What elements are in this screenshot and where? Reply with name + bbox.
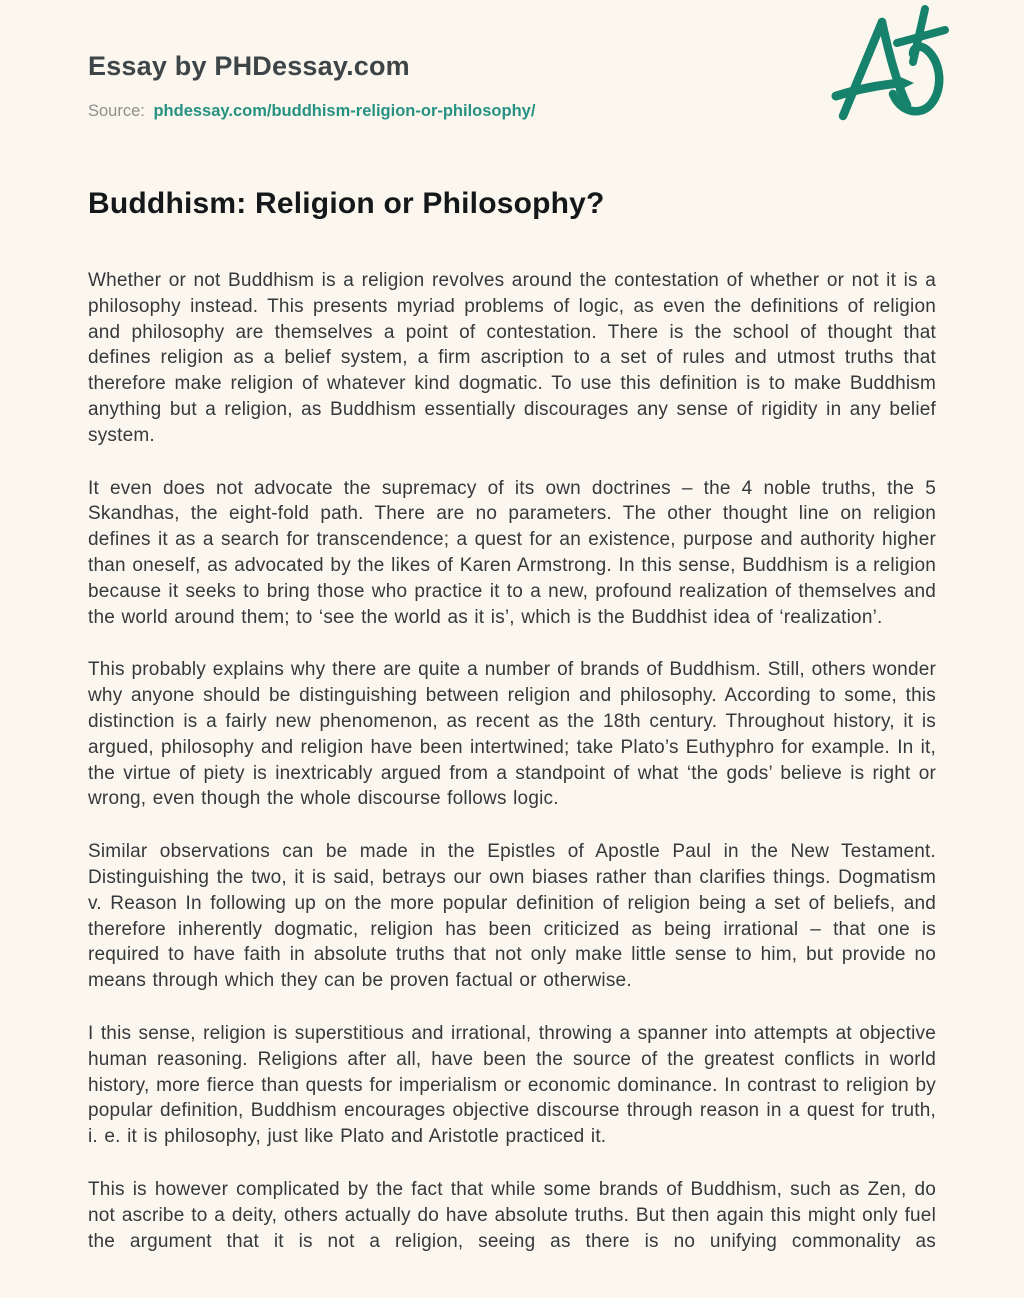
source-link[interactable]: phdessay.com/buddhism-religion-or-philosophy/	[153, 102, 536, 120]
header	[88, 0, 936, 122]
paragraph-6-clipped: This is however complicated by the fact that while some brands of Buddhism, such as Zen, do not ascribe to a deity, others actually do have absolute truths. But then again this might only fuel the argument that it is not a religion, seeing as there is no unifying commonality as	[88, 1178, 936, 1252]
paragraph-4: Similar observations can be made in the Epistles of Apostle Paul in the New Testament. Distinguishing the two, it is said, betrays our own biases rather than clarifies things. Dogmatism v. Reason In following up on the more popular definition of religion being a set of beliefs, and therefore inherently dogmatic, religion has been criticized as being irrational – that one is required to have faith in absolute truths that not only make little sense to him, but provide no means through which they can be proven factual or otherwise.	[88, 841, 936, 992]
paragraph-2: It even does not advocate the supremacy of its own doctrines – the 4 noble truths, the 5 Skandhas, the eight-fold path. There are no parameters. The other thought line on religion defines it as a search for transcendence; a quest for an existence, purpose and authority higher than oneself, as advocated by the likes of Karen Armstrong. In this sense, Buddhism is a religion because it seeks to bring those who practice it to a new, profound realization of themselves and the world around them; to ‘see the world as it is’, which is the Buddhist idea of ‘realization’.	[88, 477, 936, 628]
paragraph-1: Whether or not Buddhism is a religion revolves around the contestation of whether or not it is a philosophy instead. This presents myriad problems of logic, as even the definitions of religion and philosophy are themselves a point of contestation. There is the school of thought that defines religion as a belief system, a firm ascription to a set of rules and utmost truths that therefore make religion of whatever kind dogmatic. To use this definition is to make Buddhism anything but a religion, as Buddhism essentially discourages any sense of rigidity in any belief system.	[88, 270, 936, 446]
essay-title: Buddhism: Religion or Philosophy?	[88, 187, 605, 220]
paragraph-3: This probably explains why there are quite a number of brands of Buddhism. Still, others wonder why anyone should be distinguishing between religion and philosophy. According to some, this distinction is a fairly new phenomenon, as recent as the 18th century. Throughout history, it is argued, philosophy and religion have been intertwined; take Plato’s Euthyphro for example. In it, the virtue of piety is inextricably argued from a standpoint of what ‘the gods’ believe is right or wrong, even though the whole discourse follows logic.	[88, 659, 936, 810]
essay-body	[88, 268, 936, 1254]
header-title: Essay by PHDessay.com	[88, 51, 410, 81]
phdessay-a-plus-logo-icon	[830, 2, 950, 124]
paragraph-5: I this sense, religion is superstitious and irrational, throwing a spanner into attempts at objective human reasoning. Religions after all, have been the source of the greatest conflicts in world history, more fierce than quests for imperialism or economic dominance. In contrast to religion by popular definition, Buddhism encourages objective discourse through reason in a quest for truth, i. e. it is philosophy, just like Plato and Aristotle practiced it.	[88, 1022, 936, 1148]
source-line	[88, 100, 936, 122]
source-label: Source:	[88, 102, 145, 120]
